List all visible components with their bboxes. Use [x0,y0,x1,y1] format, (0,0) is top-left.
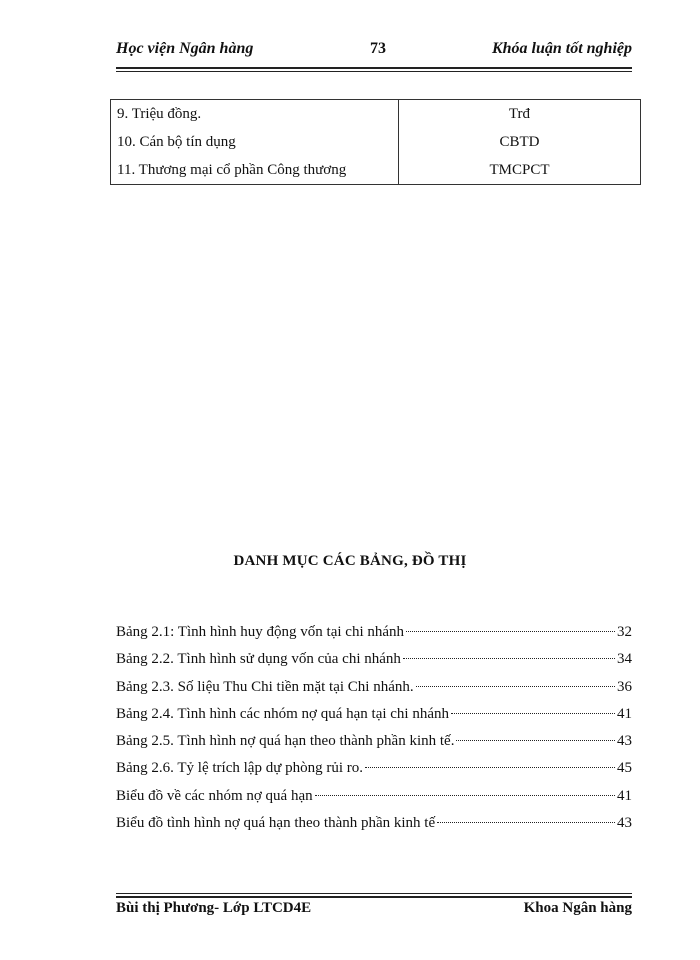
table-row [111,128,641,156]
abbreviation-code: CBTD [399,128,641,156]
toc-entry-page: 34 [617,651,632,668]
page-footer [116,900,632,922]
header-institution: Học viện Ngân hàng [116,40,254,57]
toc-entry[interactable] [116,788,632,815]
toc-entry-page: 41 [617,705,632,722]
dot-leader [437,822,615,823]
footer-author: Bùi thị Phương- Lớp LTCD4E [116,900,312,916]
footer-rule-thin [116,893,632,894]
table-of-figures [116,624,632,842]
toc-entry-page: 36 [617,678,632,695]
toc-entry[interactable] [116,733,632,760]
dot-leader [315,795,615,796]
dot-leader [451,713,615,714]
header-document-type: Khóa luận tốt nghiệp [491,40,632,57]
abbreviation-code: TMCPCT [399,156,641,185]
dot-leader [456,740,615,741]
abbreviation-term: 9. Triệu đồng. [111,100,399,129]
dot-leader [416,686,615,687]
toc-entry-label: Bảng 2.4. Tình hình các nhóm nợ quá hạn tại chi nhánh [116,705,450,722]
list-of-tables-title: DANH MỤC CÁC BẢNG, ĐỒ THỊ [233,553,467,569]
dot-leader [365,767,615,768]
footer-rule-thick [116,896,632,898]
toc-entry-label: Biểu đồ tình hình nợ quá hạn theo thành phần kinh tế [116,815,436,832]
header-rule-thin [116,71,632,72]
toc-entry-label: Bảng 2.2. Tình hình sử dụng vốn của chi nhánh [116,651,401,668]
footer-faculty: Khoa Ngân hàng [523,900,632,916]
toc-entry[interactable] [116,760,632,787]
page-header [116,40,632,62]
abbreviation-table [110,99,641,185]
table-row [111,100,641,129]
dot-leader [406,631,615,632]
toc-entry-label: Bảng 2.6. Tỷ lệ trích lập dự phòng rủi ro. [116,760,363,777]
toc-entry-label: Biểu đồ về các nhóm nợ quá hạn [116,787,313,804]
abbreviation-term: 11. Thương mại cổ phần Công thương [111,156,399,185]
toc-entry-page: 41 [617,787,632,804]
header-rule-thick [116,67,632,69]
toc-entry-label: Bảng 2.3. Số liệu Thu Chi tiền mặt tại Chi nhánh. [116,678,414,695]
toc-entry[interactable] [116,624,632,651]
toc-entry-page: 45 [617,760,632,777]
toc-entry-label: Bảng 2.1: Tình hình huy động vốn tại chi nhánh [116,624,405,640]
table-row [111,156,641,185]
toc-entry-page: 43 [617,733,632,750]
toc-entry-page: 43 [617,815,632,832]
toc-entry-label: Bảng 2.5. Tình hình nợ quá hạn theo thành phần kinh tế. [116,733,455,750]
abbreviation-term: 10. Cán bộ tín dụng [111,128,399,156]
toc-entry[interactable] [116,651,632,678]
abbreviation-code: Trđ [399,100,641,129]
dot-leader [403,658,615,659]
toc-entry[interactable] [116,706,632,733]
toc-entry-page: 32 [617,624,632,640]
page-number: 73 [370,40,386,57]
toc-entry[interactable] [116,815,632,842]
toc-entry[interactable] [116,679,632,706]
